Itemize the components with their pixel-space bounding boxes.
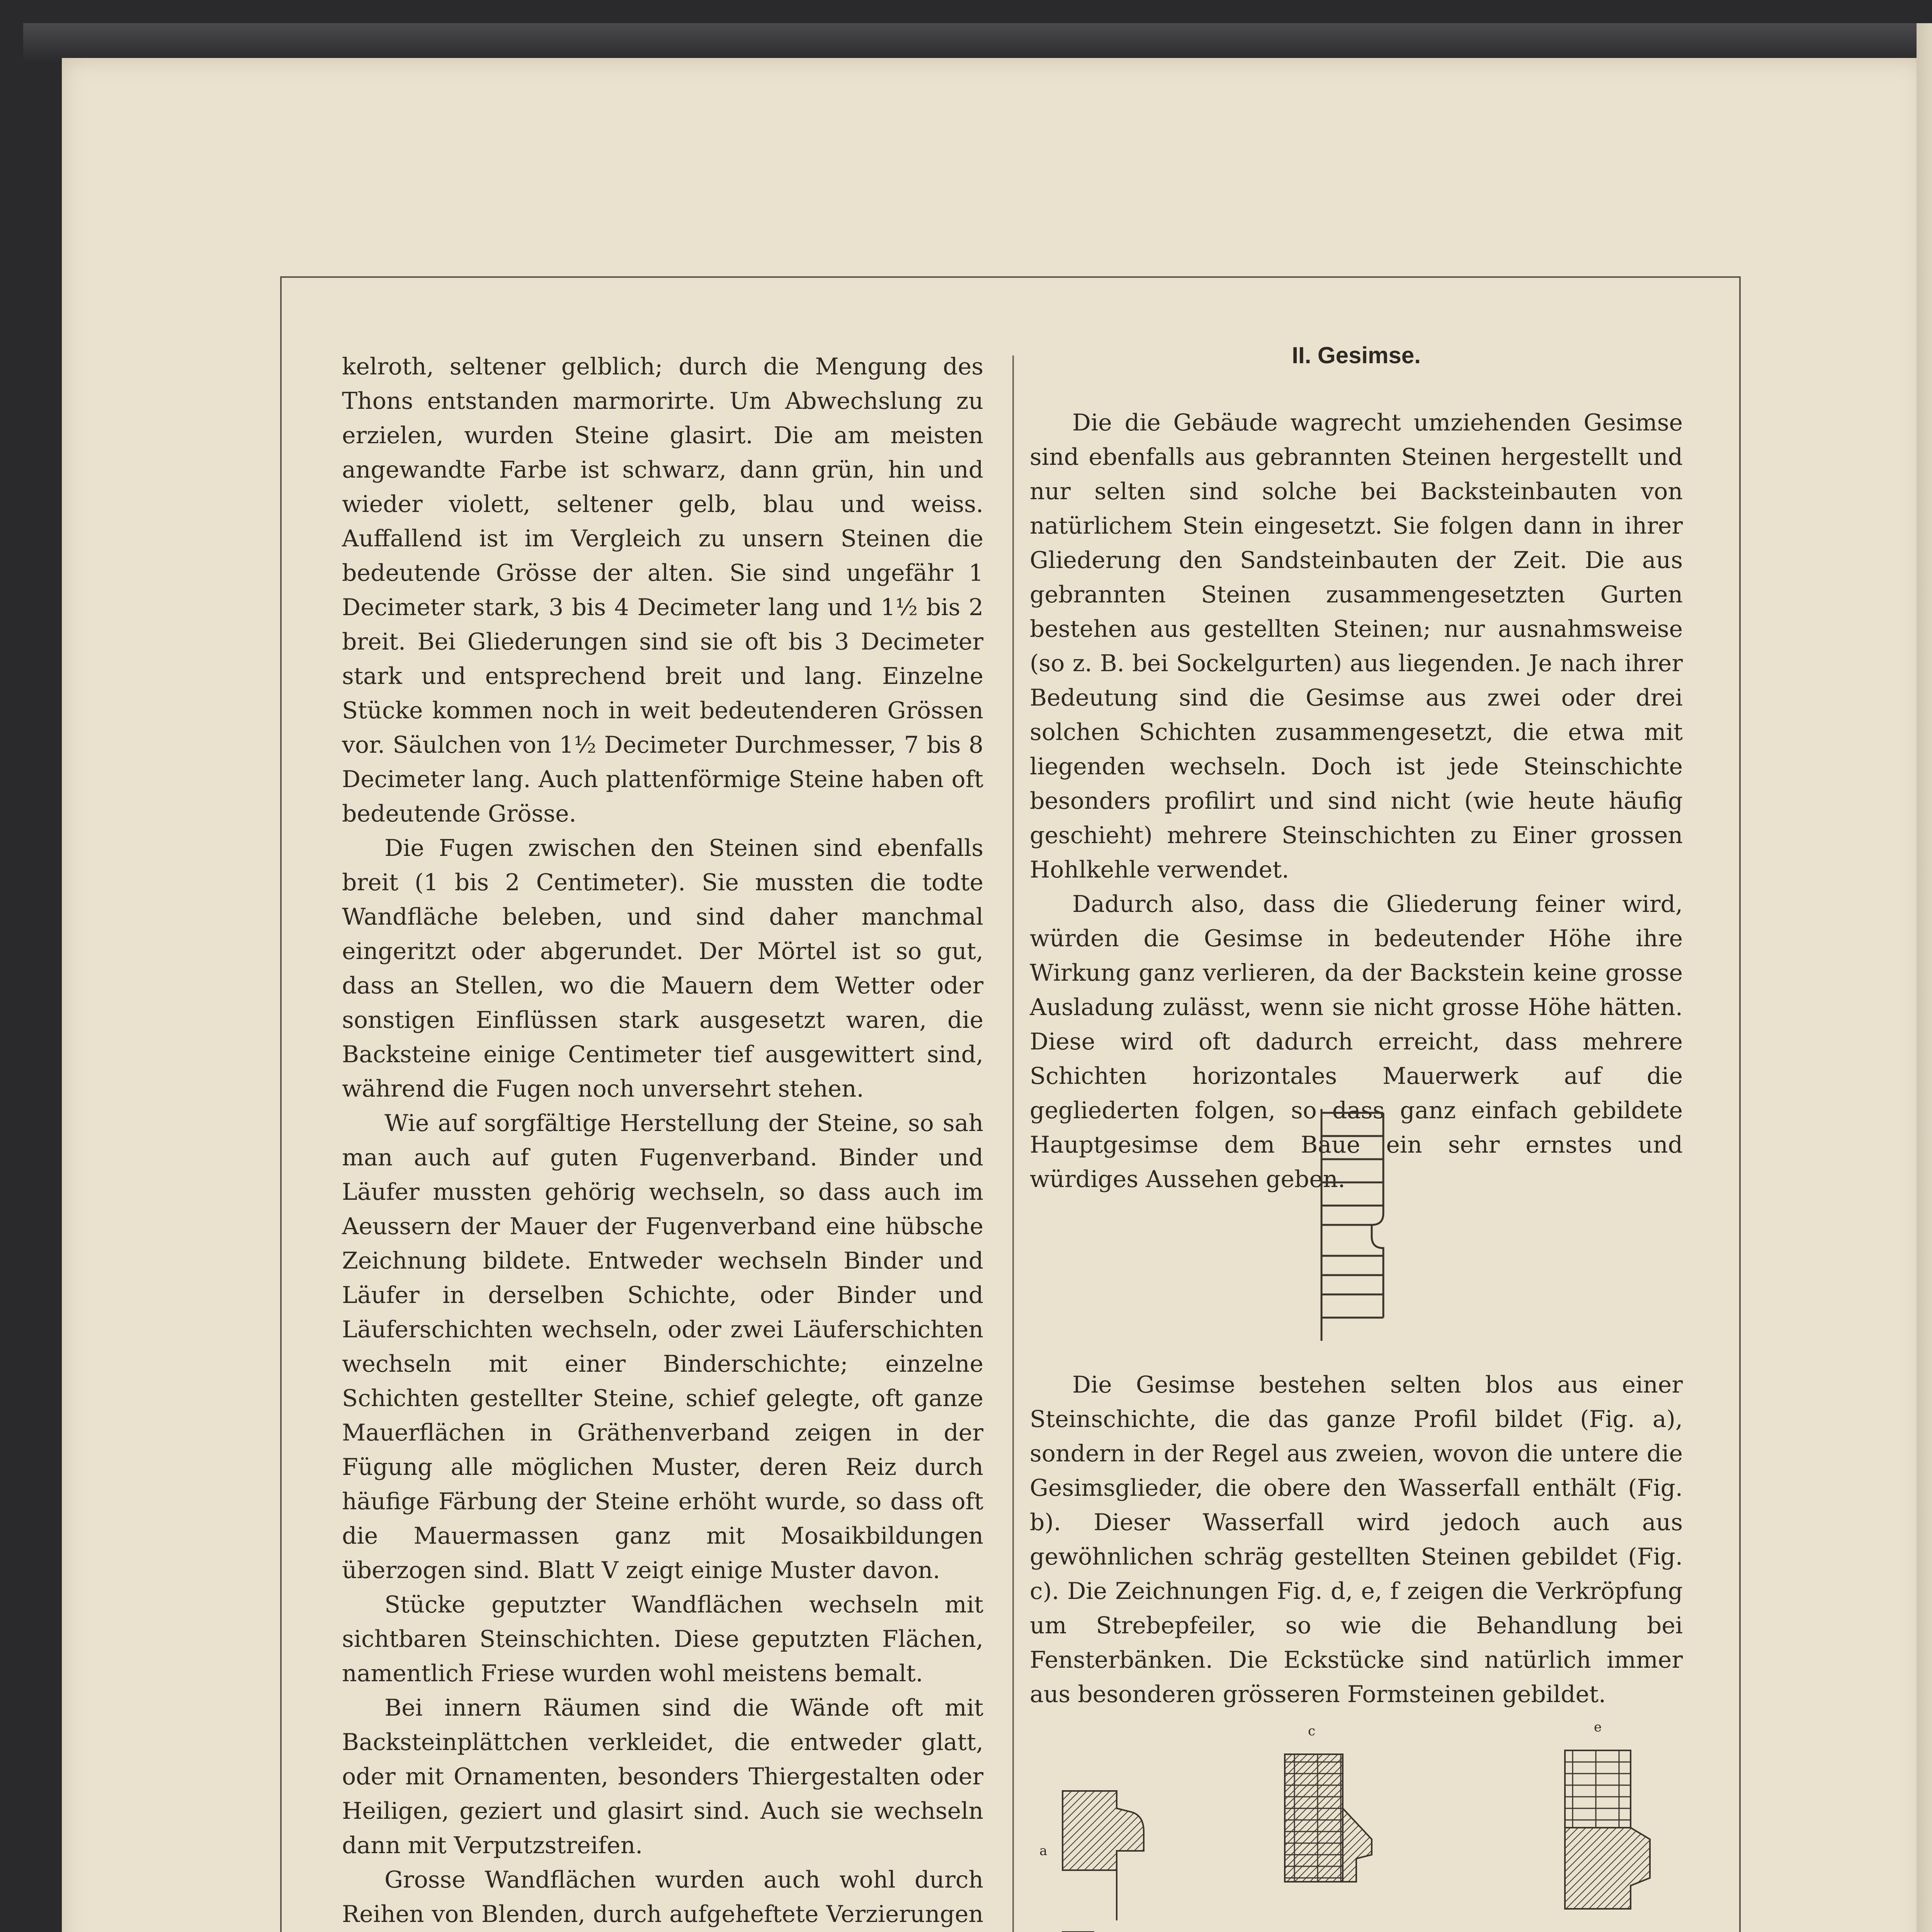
figure-label-c: c xyxy=(1308,1723,1316,1739)
right-text-column-top xyxy=(1030,406,1683,1197)
section-heading: II. Gesimse. xyxy=(1292,342,1421,368)
paragraph: Stücke geputzter Wandflächen wechseln mit sichtbaren Steinschichten. Diese geputzten Flächen, namentlich Friese wurden wohl meistens bemalt. xyxy=(342,1591,983,1687)
paragraph: kelroth, seltener gelblich; durch die Mengung des Thons entstanden marmorirte. Um Abwechslung zu erzielen, wurden Steine glasirt. Die am meisten angewandte Farbe ist schwarz, dann grün, hin und wieder violett, seltener gelb, blau und weiss. Auffallend ist im Vergleich zu unsern Steinen die bedeutende Grösse der alten. Sie sind ungefähr 1 Decimeter stark, 3 bis 4 Decimeter lang und 1½ bis 2 breit. Bei Gliederungen sind sie oft bis 3 Decimeter stark und entsprechend breit und lang. Einzelne Stücke kommen noch in weit bedeutenderen Grössen vor. Säulchen von 1½ Decimeter Durchmesser, 7 bis 8 Decimeter lang. Auch plattenförmige Steine haben oft bedeutende Grösse. xyxy=(342,353,983,827)
paragraph: Wie auf sorgfältige Herstellung der Steine, so sah man auch auf guten Fugenverband. Binder und Läufer mussten gehörig wechseln, so dass auch im Aeussern der Mauer der Fugenverband eine hübsche Zeichnung bildete. Entweder wechseln Binder und Läufer in derselben Schichte, oder Binder und Läuferschichten wechseln, oder zwei Läuferschichten wechseln mit einer Binderschichte; einzelne Schichten gestellter Steine, schief gelegte, oft ganze Mauerflächen in Gräthenverband zeigen in der Fügung alle möglichen Muster, deren Reiz durch häufige Färbung der Steine erhöht wurde, so dass oft die Mauermassen ganz mit Mosaikbildungen überzogen sind. Blatt V zeigt einige Muster davon. xyxy=(342,1110,983,1584)
profile-figures-a-to-f xyxy=(1039,1716,1677,1932)
figure-label-a: a xyxy=(1039,1843,1048,1859)
paragraph: Die Gesimse bestehen selten blos aus einer Steinschichte, die das ganze Profil bildet (Fig. a), sondern in der Regel aus zweien, wovon die untere die Gesimsglieder, die obere den Wasserfall enthält (Fig. b). Dieser Wasserfall wird jedoch auch aus gewöhnlichen schräg gestellten Steinen gebildet (Fig. c). Die Zeichnungen Fig. d, e, f zeigen die Verkröpfung um Strebepfeiler, so wie die Behandlung bei Fensterbänken. Die Eckstücke sind natürlich immer aus besonderen grösseren Formsteinen gebildet. xyxy=(1030,1371,1683,1708)
paragraph: Die Fugen zwischen den Steinen sind ebenfalls breit (1 bis 2 Centimeter). Sie mussten die todte Wandfläche beleben, und sind daher manchmal eingeritzt oder abgerundet. Der Mörtel ist so gut, dass an Stellen, wo die Mauern dem Wetter oder sonstigen Einflüssen stark ausgesetzt waren, die Backsteine einige Centimeter tief ausgewittert sind, während die Fugen noch unversehrt stehen. xyxy=(342,835,983,1102)
figure-a xyxy=(1063,1791,1144,1920)
paragraph: Grosse Wandflächen wurden auch wohl durch Reihen von Blenden, durch aufgeheftete Verzierungen xyxy=(342,1866,983,1928)
figure-e xyxy=(1565,1750,1650,1909)
right-text-column-middle xyxy=(1030,1368,1683,1712)
scan-background-edge xyxy=(23,23,1917,62)
column-divider xyxy=(1012,355,1014,1932)
profile-figure-simple xyxy=(1314,1109,1403,1341)
figure-label-e: e xyxy=(1594,1719,1602,1735)
paragraph: Bei innern Räumen sind die Wände oft mit Backsteinplättchen verkleidet, die entweder glatt, oder mit Ornamenten, besonders Thiergestalten oder Heiligen, geziert und glasirt sind. Auch sie wechseln dann mit Verputzstreifen. xyxy=(342,1694,983,1859)
figure-c xyxy=(1285,1754,1372,1882)
left-text-column xyxy=(342,350,983,1932)
paragraph: Dadurch also, dass die Gliederung feiner wird, würden die Gesimse in bedeutender Höhe ihre Wirkung ganz verlieren, da der Backstein keine grosse Ausladung zulässt, wenn sie nicht grosse Höhe hätten. Diese wird oft dadurch erreicht, dass mehrere Schichten horizontales Mauerwerk auf die gegliederten folgen, so dass ganz einfach gebildete Hauptgesimse dem Baue ein sehr ernstes und würdiges Aussehen geben. xyxy=(1030,891,1683,1193)
paragraph: Die die Gebäude wagrecht umziehenden Gesimse sind ebenfalls aus gebrannten Steinen hergestellt und nur selten sind solche bei Backsteinbauten von natürlichem Stein eingesetzt. Sie folgen dann in ihrer Gliederung den Sandsteinbauten der Zeit. Die aus gebrannten Steinen zusammengesetzten Gurten bestehen aus gestellten Steinen; nur ausnahmsweise (so z. B. bei Sockelgurten) aus liegenden. Je nach ihrer Bedeutung sind die Gesimse aus zwei oder drei solchen Schichten zusammengesetzt, die etwa mit liegenden wechseln. Doch ist jede Steinschichte besonders profilirt und sind nicht (wie heute häufig geschieht) mehrere Steinschichten zu Einer grossen Hohlkehle verwendet. xyxy=(1030,409,1683,883)
next-page-edge xyxy=(1917,23,1932,1932)
